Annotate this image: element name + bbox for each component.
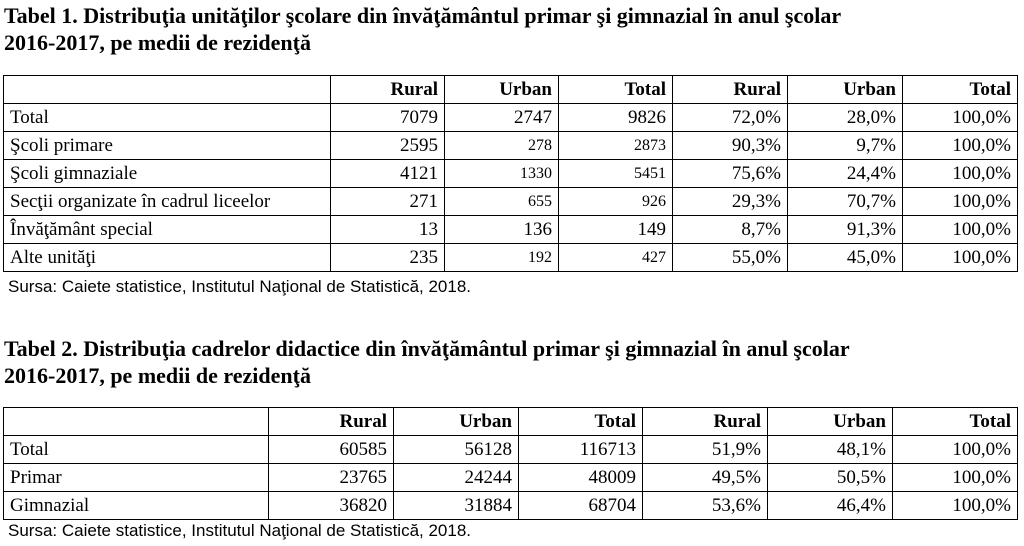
table-cell: 13: [331, 216, 445, 244]
table-cell: 271: [331, 188, 445, 216]
table1-header-cell: Rural: [331, 76, 445, 104]
table-cell: 49,5%: [643, 464, 768, 492]
table-cell: 100,0%: [903, 132, 1018, 160]
table1-title-line2: 2016-2017, pe medii de rezidenţă: [4, 30, 311, 55]
table2-header-blank: [4, 408, 269, 436]
table2-title-line1: Tabel 2. Distribuţia cadrelor didactice din învăţământul primar şi gimnazial în anul şcolar: [4, 336, 850, 361]
table-row: [4, 244, 1018, 272]
table-cell: 278: [445, 132, 559, 160]
table-cell: 48009: [519, 464, 643, 492]
table2: [3, 407, 1018, 520]
table-cell: 72,0%: [673, 104, 788, 132]
table1-header-cell: Total: [903, 76, 1018, 104]
table-row: [4, 216, 1018, 244]
table1-header-cell: Urban: [445, 76, 559, 104]
table-cell: 116713: [519, 436, 643, 464]
table-cell: 100,0%: [903, 160, 1018, 188]
table-cell: 2595: [331, 132, 445, 160]
row-label: Învăţământ special: [4, 216, 331, 244]
table-cell: 5451: [559, 160, 673, 188]
table-cell: 9,7%: [788, 132, 903, 160]
row-label: Şcoli gimnaziale: [4, 160, 331, 188]
table-cell: 56128: [394, 436, 519, 464]
table1-header-row: [4, 76, 1018, 104]
table-cell: 90,3%: [673, 132, 788, 160]
table2-header-cell: Rural: [643, 408, 768, 436]
table-cell: 48,1%: [768, 436, 893, 464]
table-cell: 45,0%: [788, 244, 903, 272]
table2-header-cell: Urban: [394, 408, 519, 436]
table-row: [4, 104, 1018, 132]
table2-title: [4, 335, 850, 389]
table1-source: Sursa: Caiete statistice, Institutul Naţional de Statistică, 2018.: [8, 277, 472, 296]
row-label: Alte unităţi: [4, 244, 331, 272]
table-cell: 24,4%: [788, 160, 903, 188]
row-label: Total: [4, 104, 331, 132]
table1-header-blank: [4, 76, 331, 104]
table-cell: 100,0%: [893, 464, 1018, 492]
row-label: Total: [4, 436, 269, 464]
row-label: Primar: [4, 464, 269, 492]
table-row: [4, 464, 1018, 492]
table-cell: 28,0%: [788, 104, 903, 132]
table-cell: 100,0%: [893, 436, 1018, 464]
table1: [3, 75, 1018, 272]
table-cell: 100,0%: [903, 216, 1018, 244]
table-cell: 136: [445, 216, 559, 244]
table-cell: 926: [559, 188, 673, 216]
table-cell: 8,7%: [673, 216, 788, 244]
table-cell: 1330: [445, 160, 559, 188]
table2-header-row: [4, 408, 1018, 436]
table-cell: 192: [445, 244, 559, 272]
table-cell: 53,6%: [643, 492, 768, 520]
table-cell: 29,3%: [673, 188, 788, 216]
table-cell: 55,0%: [673, 244, 788, 272]
row-label: Gimnazial: [4, 492, 269, 520]
table-cell: 46,4%: [768, 492, 893, 520]
row-label: Şcoli primare: [4, 132, 331, 160]
table-row: [4, 132, 1018, 160]
table-cell: 68704: [519, 492, 643, 520]
table1-header-cell: Urban: [788, 76, 903, 104]
table-cell: 50,5%: [768, 464, 893, 492]
table2-header-cell: Rural: [269, 408, 394, 436]
table2-header-cell: Total: [893, 408, 1018, 436]
table-row: [4, 436, 1018, 464]
table-cell: 427: [559, 244, 673, 272]
table-row: [4, 188, 1018, 216]
table-cell: 70,7%: [788, 188, 903, 216]
table-cell: 60585: [269, 436, 394, 464]
table2-header-cell: Total: [519, 408, 643, 436]
table1-title-line1: Tabel 1. Distribuţia unităţilor şcolare din învăţământul primar şi gimnazial în anul şcolar: [4, 3, 842, 28]
table-row: [4, 160, 1018, 188]
table2-source: Sursa: Caiete statistice, Institutul Naţional de Statistică, 2018.: [8, 521, 472, 540]
table2-title-line2: 2016-2017, pe medii de rezidenţă: [4, 363, 311, 388]
table-cell: 23765: [269, 464, 394, 492]
table-cell: 100,0%: [903, 244, 1018, 272]
table-cell: 91,3%: [788, 216, 903, 244]
table-cell: 100,0%: [903, 188, 1018, 216]
table1-header-cell: Rural: [673, 76, 788, 104]
table1-title: [4, 2, 841, 56]
table-cell: 100,0%: [893, 492, 1018, 520]
table-cell: 36820: [269, 492, 394, 520]
table-cell: 7079: [331, 104, 445, 132]
table-cell: 235: [331, 244, 445, 272]
table-cell: 100,0%: [903, 104, 1018, 132]
table-cell: 9826: [559, 104, 673, 132]
table-cell: 149: [559, 216, 673, 244]
table-cell: 4121: [331, 160, 445, 188]
table-cell: 31884: [394, 492, 519, 520]
table-row: [4, 492, 1018, 520]
table-cell: 24244: [394, 464, 519, 492]
table-cell: 2747: [445, 104, 559, 132]
table-cell: 51,9%: [643, 436, 768, 464]
table-cell: 2873: [559, 132, 673, 160]
table2-header-cell: Urban: [768, 408, 893, 436]
row-label: Secţii organizate în cadrul liceelor: [4, 188, 331, 216]
table-cell: 655: [445, 188, 559, 216]
table-cell: 75,6%: [673, 160, 788, 188]
table1-header-cell: Total: [559, 76, 673, 104]
